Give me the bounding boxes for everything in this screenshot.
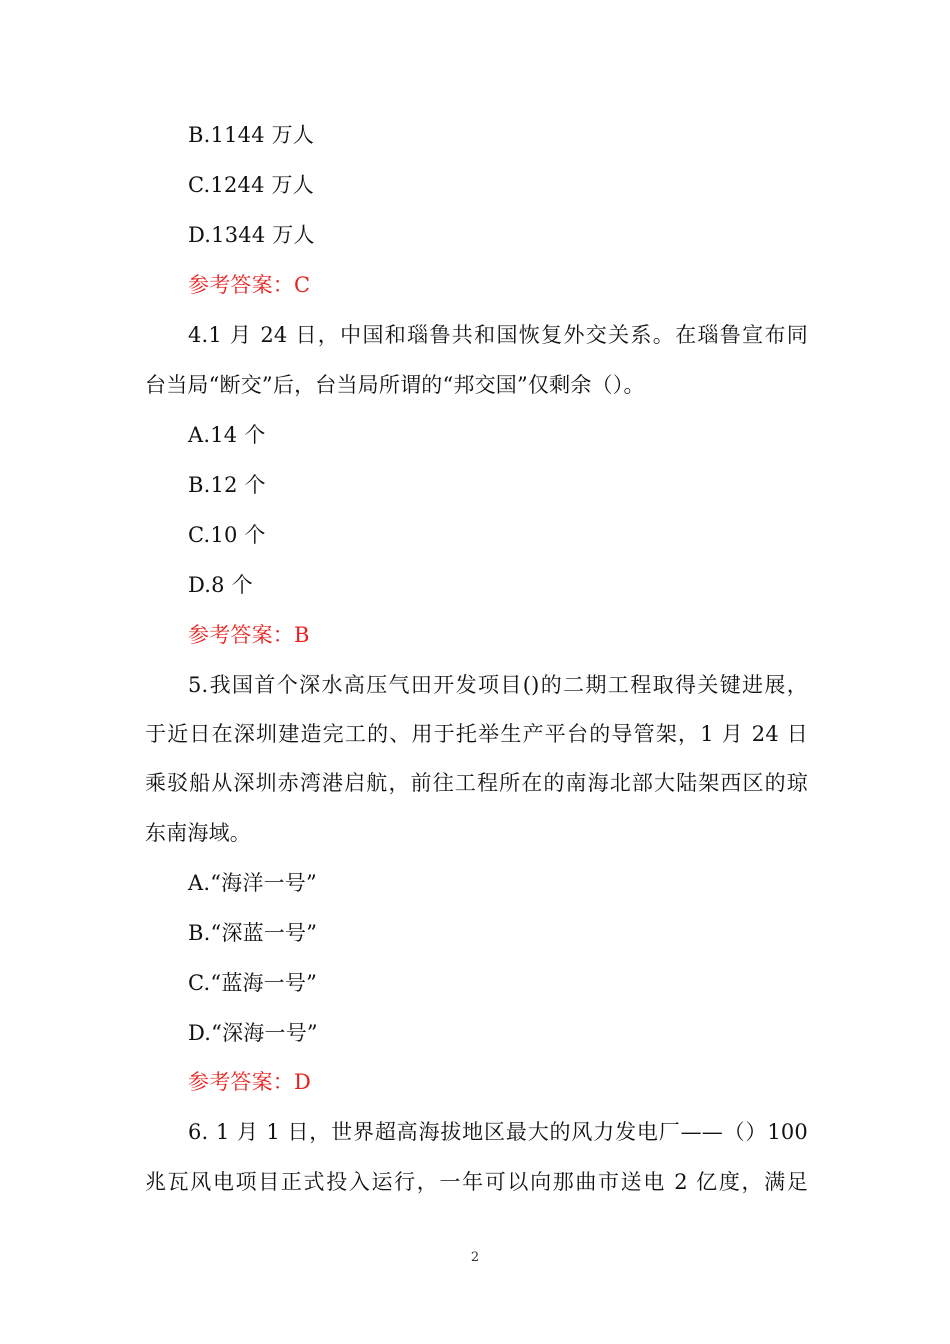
option-c: C.“蓝海一号”: [188, 971, 318, 995]
option-b: B.12 个: [188, 473, 266, 497]
option-c: C.10 个: [188, 523, 266, 547]
reference-answer: 参考答案：C: [188, 273, 311, 297]
question-text: 6. 1 月 1 日，世界超高海拔地区最大的风力发电厂——（）100: [188, 1120, 808, 1144]
question-text: 乘驳船从深圳赤湾港启航，前往工程所在的南海北部大陆架西区的琼: [145, 771, 808, 795]
option-a: A.“海洋一号”: [188, 871, 317, 895]
option-d: D.1344 万人: [188, 223, 315, 247]
question-text: 东南海域。: [145, 821, 251, 845]
option-b: B.“深蓝一号”: [188, 921, 318, 945]
question-text: 4.1 月 24 日，中国和瑙鲁共和国恢复外交关系。在瑙鲁宣布同: [188, 323, 808, 347]
question-text: 台当局“断交”后，台当局所谓的“邦交国”仅剩余（）。: [145, 373, 645, 397]
reference-answer: 参考答案：D: [188, 1070, 312, 1094]
question-text: 5.我国首个深水高压气田开发项目()的二期工程取得关键进展，: [188, 673, 808, 697]
option-a: A.14 个: [188, 423, 266, 447]
option-b: B.1144 万人: [188, 123, 315, 147]
option-d: D.“深海一号”: [188, 1021, 318, 1045]
option-d: D.8 个: [188, 573, 253, 597]
option-c: C.1244 万人: [188, 173, 314, 197]
page-number: 2: [470, 1250, 480, 1265]
question-text: 兆瓦风电项目正式投入运行，一年可以向那曲市送电 2 亿度，满足: [145, 1170, 808, 1194]
question-text: 于近日在深圳建造完工的、用于托举生产平台的导管架，1 月 24 日: [145, 722, 808, 746]
reference-answer: 参考答案：B: [188, 623, 310, 647]
